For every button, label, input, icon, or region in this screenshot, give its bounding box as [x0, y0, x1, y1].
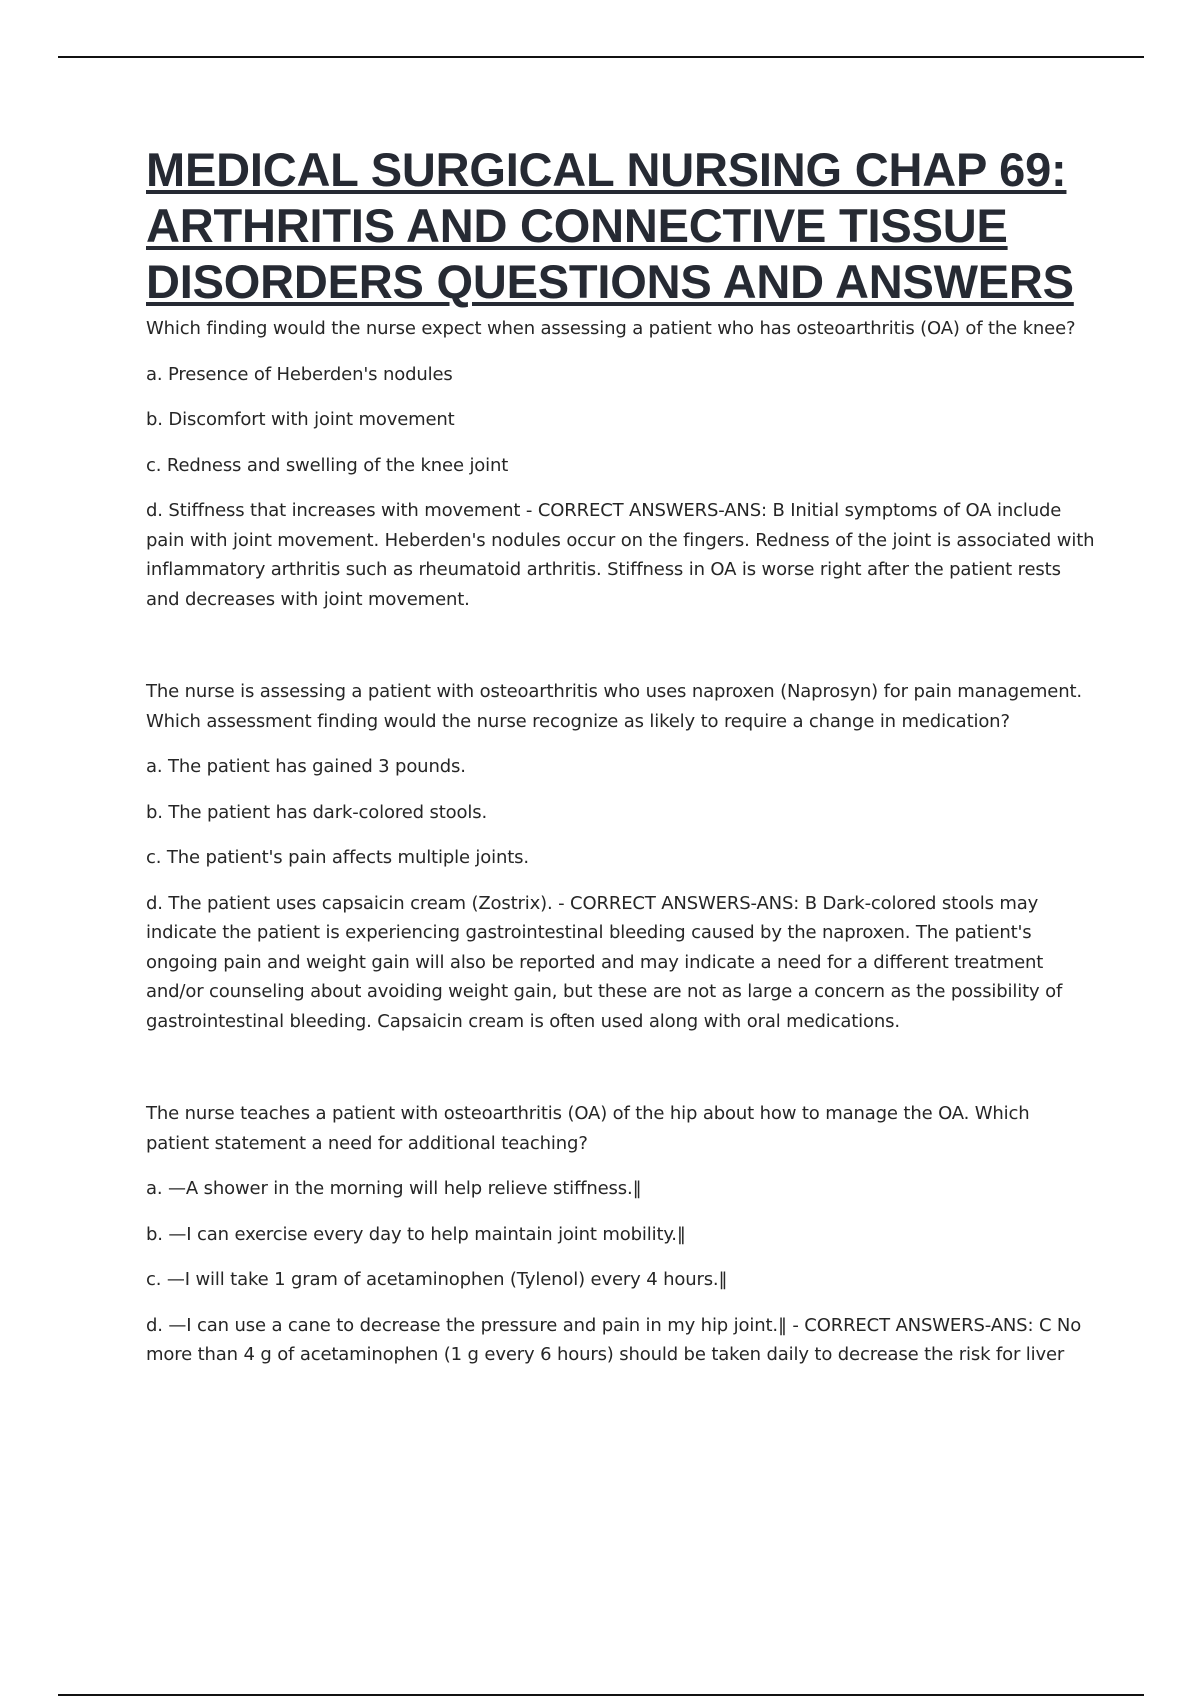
answer-option-with-rationale: d. Stiffness that increases with movement - CORRECT ANSWERS-ANS: B Initial symptoms of OA include pain with joint movement. Heberden's nodules occur on the fingers. Redness of the joint is associated with inflammatory arthritis such as rheumatoid arthritis. Stiffness in OA is worse right after the patient rests and decreases with joint movement.	[146, 500, 1095, 610]
answer-option: b. —I can exercise every day to help maintain joint mobility.‖	[146, 1223, 686, 1245]
question-stem: The nurse is assessing a patient with osteoarthritis who uses naproxen (Naprosyn) for pain management. Which assessment finding would the nurse recognize as likely to require a change in medication?	[146, 681, 1082, 732]
answer-option: a. The patient has gained 3 pounds.	[146, 756, 466, 777]
document-body	[146, 142, 1096, 1370]
document-title: MEDICAL SURGICAL NURSING CHAP 69: ARTHRITIS AND CONNECTIVE TISSUE DISORDERS QUESTIONS AND ANSWERS	[146, 143, 1074, 308]
question-block-3	[146, 1099, 1096, 1370]
answer-option: c. Redness and swelling of the knee joint	[146, 454, 509, 476]
top-rule	[58, 56, 1144, 58]
answer-option: c. The patient's pain affects multiple joints.	[146, 847, 529, 868]
answer-option-with-rationale: d. —I can use a cane to decrease the pressure and pain in my hip joint.‖ - CORRECT ANSWERS-ANS: C No more than 4 g of acetaminophen (1 g every 6 hours) should be taken daily to decrease the risk for liver	[146, 1314, 1082, 1365]
bottom-rule	[58, 1694, 1144, 1696]
question-block-1	[146, 314, 1096, 614]
answer-option: c. —I will take 1 gram of acetaminophen (Tylenol) every 4 hours.‖	[146, 1269, 728, 1290]
answer-option: a. —A shower in the morning will help relieve stiffness.‖	[146, 1178, 642, 1199]
question-stem: Which finding would the nurse expect when assessing a patient who has osteoarthritis (OA) of the knee?	[146, 318, 1076, 339]
answer-option: a. Presence of Heberden's nodules	[146, 363, 453, 385]
answer-option: b. The patient has dark-colored stools.	[146, 801, 488, 823]
answer-option: b. Discomfort with joint movement	[146, 409, 455, 430]
answer-option-with-rationale: d. The patient uses capsaicin cream (Zostrix). - CORRECT ANSWERS-ANS: B Dark-colored stools may indicate the patient is experiencing gastrointestinal bleeding caused by the naproxen. The patient's ongoing pain and weight gain will also be reported and may indicate a need for a different treatment and/or counseling about avoiding weight gain, but these are not as large a concern as the possibility of gastrointestinal bleeding. Capsaicin cream is often used along with oral medications.	[146, 892, 1063, 1032]
question-stem: The nurse teaches a patient with osteoarthritis (OA) of the hip about how to manage the OA. Which patient statement a need for additional teaching?	[146, 1103, 1030, 1154]
question-block-2	[146, 677, 1096, 1036]
